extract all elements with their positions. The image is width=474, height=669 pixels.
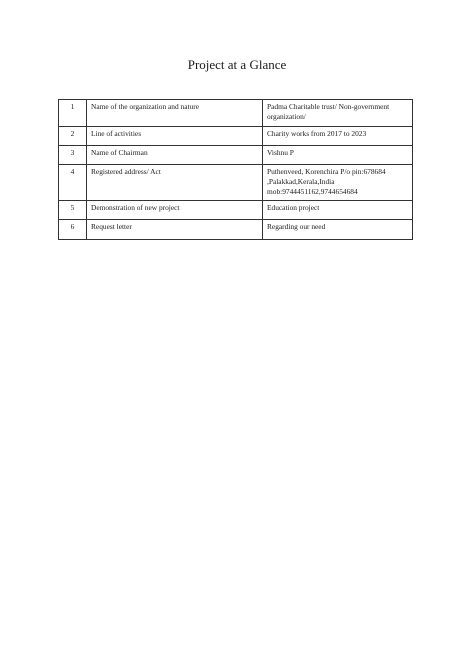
row-value: Regarding our need (263, 220, 413, 240)
project-summary-table (58, 99, 413, 240)
row-label: Registered address/ Act (87, 165, 263, 201)
table-row (59, 201, 413, 220)
row-label: Demonstration of new project (87, 201, 263, 220)
row-label: Name of Chairman (87, 146, 263, 165)
row-value: Charity works from 2017 to 2023 (263, 127, 413, 146)
row-number: 4 (59, 165, 87, 201)
table-row (59, 127, 413, 146)
row-value: Education project (263, 201, 413, 220)
table-row (59, 100, 413, 127)
table-row (59, 146, 413, 165)
row-value: Vishnu P (263, 146, 413, 165)
row-number: 6 (59, 220, 87, 240)
row-number: 1 (59, 100, 87, 127)
page-title: Project at a Glance (187, 57, 287, 72)
row-number: 3 (59, 146, 87, 165)
table-row (59, 165, 413, 201)
row-number: 5 (59, 201, 87, 220)
table-row (59, 220, 413, 240)
row-value: Puthenveed, Korenchira P/o pin:678684 ,Palakkad,Kerala,India mob:9744451162,9744654684 (263, 165, 413, 201)
row-label: Request letter (87, 220, 263, 240)
row-value: Padma Charitable trust/ Non-government organization/ (263, 100, 413, 127)
row-number: 2 (59, 127, 87, 146)
row-label: Name of the organization and nature (87, 100, 263, 127)
row-label: Line of activities (87, 127, 263, 146)
